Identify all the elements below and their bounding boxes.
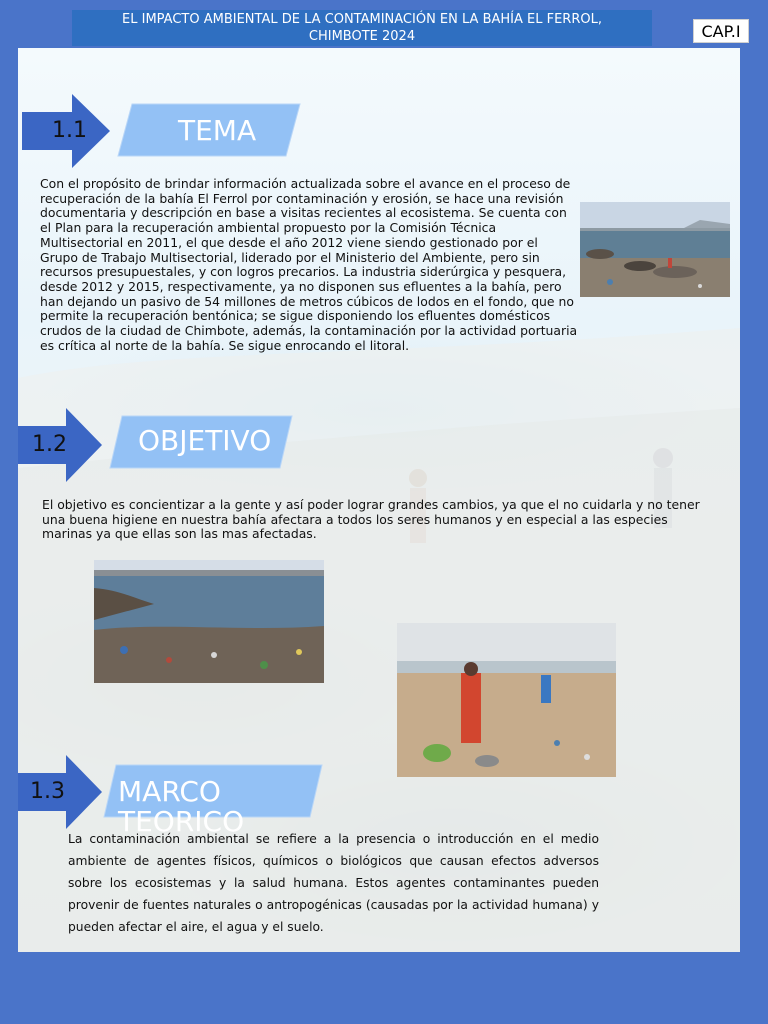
beach-cleanup-photo	[397, 623, 616, 777]
section-heading: MARCO	[118, 775, 221, 808]
section-heading-clip	[118, 775, 318, 838]
section-body: El objetivo es concientizar a la gente y así poder lograr grandes cambios, ya que el no cuidarla y no tener una buena higiene en nuestra bahía afectara a todos los seres humanos y en especial a las especies marinas ya que ellas son las mas afectadas.	[42, 497, 700, 542]
section-heading-continued: TEORICO	[118, 805, 245, 838]
section-heading: TEMA	[178, 114, 257, 147]
document-title-bar	[72, 10, 652, 46]
document-title-line-2: CHIMBOTE 2024	[308, 29, 416, 44]
section-number: 1.3	[30, 779, 65, 804]
section-body: La contaminación ambiental se refiere a la presencia o introducción en el medio ambiente de agentes físicos, químicos o biológicos que causan efectos adversos sobre los ecosistemas y la salud humana. Estos agentes contaminantes pueden provenir de fuentes naturales o antropogénicas (causadas por la actividad humana) y pueden afectar el aire, el agua y el suelo.	[68, 832, 599, 934]
section-body: Con el propósito de brindar información actualizada sobre el avance en el proceso de recuperación de la bahía El Ferrol por contaminación y erosión, se hace una revisión documentaria y descripción en base a visitas recientes al ecosistema. Se cuenta con el Plan para la recuperación ambiental propuesto por la Comisión Técnica Multisectorial en 2011, el que desde el año 2012 viene siendo gestionado por el Grupo de Trabajo Multisectorial, liderado por el Ministerio del Ambiente, pero sin recursos presupuestales, y con logros precarios. La industria siderúrgica y pesquera, desde 2012 y 2015, respectivamente, ya no disponen sus efluentes a la bahía, pero han dejando un pasivo de 54 millones de metros cúbicos de lodos en el fondo, que no permite la recuperación bentónica; se sigue disponiendo los efluentes domésticos crudos de la ciudad de Chimbote, además, la contaminación por la actividad portuaria es crítica al norte de la bahía. Se sigue enrocando el litoral.	[40, 176, 578, 353]
document-title-line-1: EL IMPACTO AMBIENTAL DE LA CONTAMINACIÓN EN LA BAHÍA EL FERROL,	[122, 12, 602, 27]
chapter-label: CAP.I	[693, 19, 749, 43]
page-content	[18, 48, 740, 952]
bay-shore-photo	[580, 202, 730, 297]
section-number: 1.1	[52, 118, 87, 143]
polluted-shore-photo	[94, 560, 324, 683]
section-number: 1.2	[32, 432, 67, 457]
section-heading: OBJETIVO	[138, 424, 272, 457]
